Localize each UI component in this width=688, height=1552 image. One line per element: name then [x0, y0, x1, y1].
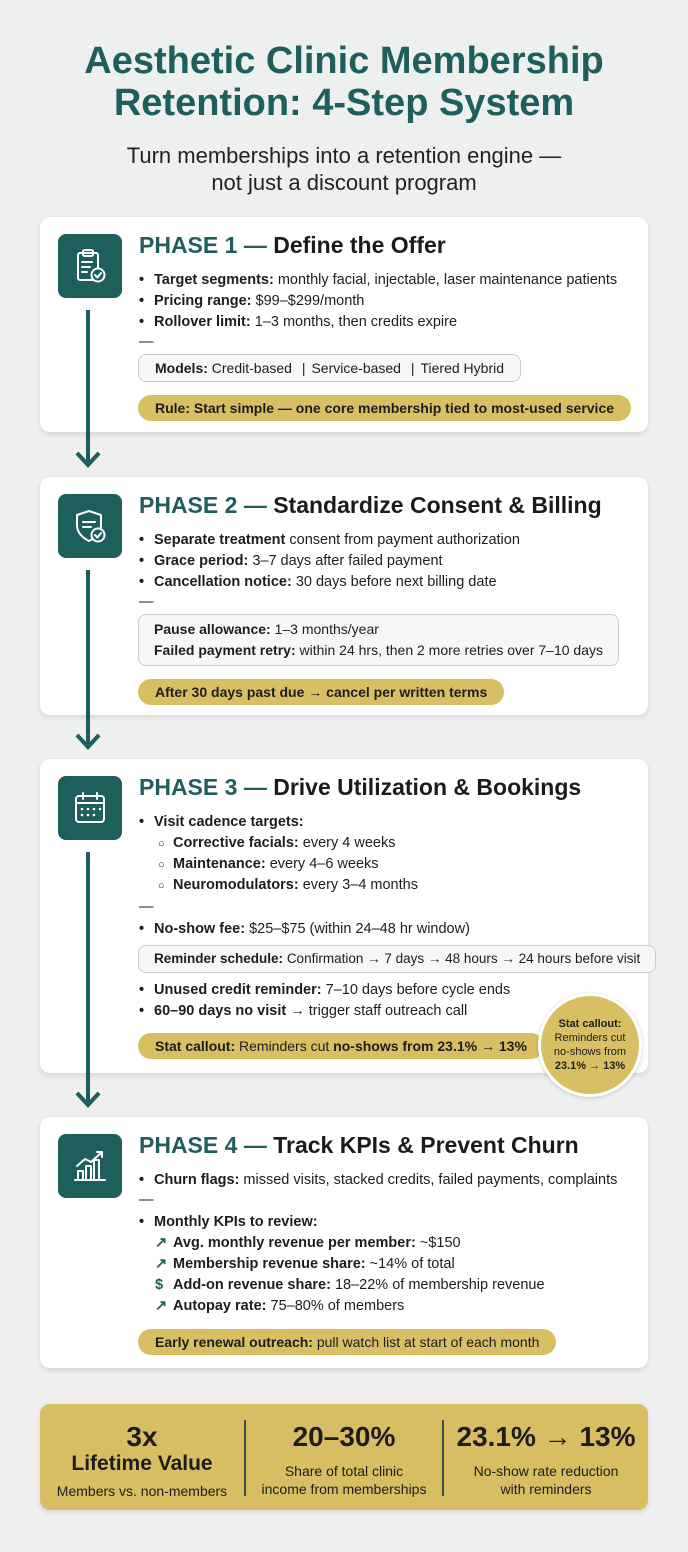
stat-caption: Members vs. non-members	[56, 1483, 228, 1499]
stat-lifetime-value	[40, 1404, 244, 1510]
stat-value: 23.1% → 13%	[456, 1421, 636, 1452]
renewal-pill: Early renewal outreach: pull watch list at start of each month	[138, 1329, 556, 1355]
stat-noshow-reduction	[444, 1404, 648, 1510]
phase-4-number: PHASE 4 —	[139, 1132, 267, 1158]
phase-1-card	[40, 217, 648, 432]
list-item: • Visit cadence targets:	[139, 812, 639, 833]
kpi-item: ↗ Autopay rate: 75–80% of members	[139, 1296, 639, 1317]
kpi-item: ↗ Avg. monthly revenue per member: ~$150	[139, 1233, 639, 1254]
phase-2-content	[139, 530, 639, 705]
phase-4-content	[139, 1170, 639, 1355]
list-item: • Target segments: monthly facial, injectable, laser maintenance patients	[139, 270, 639, 291]
stat-value: 20–30%	[292, 1421, 396, 1452]
page-subtitle	[0, 142, 688, 196]
reminder-schedule-box: Reminder schedule: Confirmation → 7 days → 48 hours → 24 hours before visit	[138, 945, 656, 973]
list-item: • Rollover limit: 1–3 months, then credits expire	[139, 312, 639, 333]
bar-chart-icon	[58, 1134, 122, 1198]
list-item: ○ Neuromodulators: every 3–4 months	[139, 875, 639, 896]
arrow-down-icon	[73, 310, 103, 470]
phase-4-title	[139, 1132, 579, 1159]
phase-3-title	[139, 774, 581, 801]
shield-check-icon	[58, 494, 122, 558]
divider: —	[139, 899, 154, 915]
phase-1-title	[139, 232, 446, 259]
title-line-2: Retention: 4-Step System	[113, 82, 575, 124]
stat-value: 3x	[126, 1421, 158, 1452]
clipboard-check-icon	[58, 234, 122, 298]
models-box: Models: Credit-based | Service-based | Tiered Hybrid	[138, 354, 521, 382]
subtitle-line-1: Turn memberships into a retention engine —	[126, 143, 562, 168]
badge-line: Reminders cut	[554, 1032, 626, 1044]
badge-line: no-shows from	[553, 1046, 627, 1058]
kpi-item: ↗ Membership revenue share: ~14% of total	[139, 1254, 639, 1275]
title-line-1: Aesthetic Clinic Membership	[84, 40, 604, 82]
stat-income-share	[246, 1404, 442, 1510]
divider: —	[139, 594, 154, 610]
list-item: • Pricing range: $99–$299/month	[139, 291, 639, 312]
stat-caption: income from memberships	[261, 1481, 427, 1497]
badge-line: Stat callout:	[558, 1018, 622, 1030]
phase-2-title	[139, 492, 602, 519]
dollar-icon: $	[155, 1277, 164, 1293]
phase-3-number: PHASE 3 —	[139, 774, 267, 800]
subtitle-line-2: not just a discount program	[211, 170, 477, 195]
trend-up-icon: ↗	[155, 1235, 168, 1251]
phase-1-content	[139, 270, 639, 421]
trend-up-icon: ↗	[155, 1256, 168, 1272]
stat-pill: Stat callout: Reminders cut no-shows from 23.1% → 13%	[138, 1033, 544, 1059]
rule-pill: Rule: Start simple — one core membership tied to most-used service	[138, 395, 631, 421]
phase-4-card	[40, 1117, 648, 1368]
stat-caption: Share of total clinic	[284, 1463, 404, 1479]
list-item: • No-show fee: $25–$75 (within 24–48 hr window)	[139, 919, 639, 940]
stat-caption: with reminders	[500, 1481, 592, 1497]
page-title	[0, 40, 688, 124]
arrow-down-icon	[73, 852, 103, 1110]
calendar-icon	[58, 776, 122, 840]
list-item: ○ Maintenance: every 4–6 weeks	[139, 854, 639, 875]
phase-4-heading: Track KPIs & Prevent Churn	[273, 1132, 579, 1158]
list-item: • Unused credit reminder: 7–10 days before cycle ends	[139, 980, 639, 1001]
stat-callout-badge	[538, 993, 642, 1097]
list-item: ○ Corrective facials: every 4 weeks	[139, 833, 639, 854]
list-item: • Grace period: 3–7 days after failed payment	[139, 551, 639, 572]
list-item: • 60–90 days no visit → trigger staff outreach call	[139, 1001, 639, 1022]
phase-3-heading: Drive Utilization & Bookings	[273, 774, 582, 800]
badge-line: 23.1% → 13%	[554, 1060, 626, 1072]
phase-1-heading: Define the Offer	[273, 232, 446, 258]
billing-rules-box: Pause allowance: 1–3 months/year Failed payment retry: within 24 hrs, then 2 more retries over 7–10 days	[138, 614, 619, 666]
kpi-item: $ Add-on revenue share: 18–22% of membership revenue	[139, 1275, 639, 1296]
phase-2-number: PHASE 2 —	[139, 492, 267, 518]
divider: —	[139, 334, 154, 350]
phase-2-card	[40, 477, 648, 715]
list-item: • Churn flags: missed visits, stacked credits, failed payments, complaints	[139, 1170, 639, 1191]
list-item: • Cancellation notice: 30 days before next billing date	[139, 572, 639, 593]
divider: —	[139, 1192, 154, 1208]
trend-up-icon: ↗	[155, 1298, 168, 1314]
phase-2-heading: Standardize Consent & Billing	[273, 492, 602, 518]
stat-caption: No-show rate reduction	[473, 1463, 619, 1479]
list-item: • Separate treatment consent from payment authorization	[139, 530, 639, 551]
phase-1-number: PHASE 1 —	[139, 232, 267, 258]
list-item: • Monthly KPIs to review:	[139, 1212, 639, 1233]
stat-title: Lifetime Value	[71, 1452, 213, 1475]
arrow-down-icon	[73, 570, 103, 752]
summary-stats-bar	[40, 1404, 648, 1510]
past-due-pill: After 30 days past due → cancel per written terms	[138, 679, 504, 705]
